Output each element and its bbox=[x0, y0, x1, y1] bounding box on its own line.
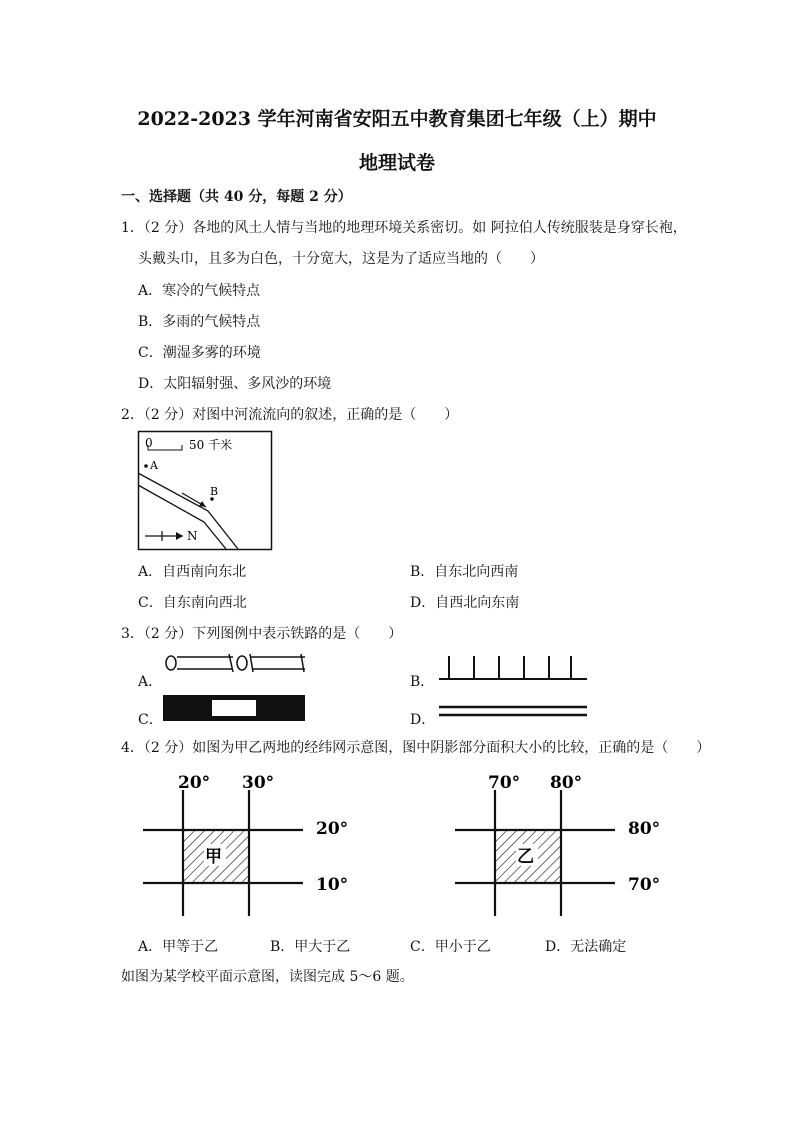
jia-lat-bottom: 10° bbox=[316, 875, 349, 895]
q4-option-c: C．甲小于乙 bbox=[410, 939, 491, 955]
q4-option-b: B．甲大于乙 bbox=[270, 939, 351, 955]
yi-lon-right: 80° bbox=[550, 773, 583, 793]
yi-lon-left: 70° bbox=[488, 773, 521, 793]
legend-c-railway-symbol bbox=[163, 695, 305, 721]
q4-option-d: D．无法确定 bbox=[545, 939, 627, 955]
q3-option-c-label: C． bbox=[138, 712, 163, 728]
q2-option-d: D．自西北向东南 bbox=[410, 595, 520, 611]
scale-label: 50 千米 bbox=[189, 438, 233, 452]
q3-stem: 3．（2 分）下列图例中表示铁路的是（ ） bbox=[121, 626, 403, 642]
legend-a-pipeline-symbol bbox=[163, 652, 308, 674]
yi-label: 乙 bbox=[517, 847, 534, 867]
q4-option-a: A．甲等于乙 bbox=[138, 939, 219, 955]
legend-b-boundary-symbol bbox=[437, 654, 589, 686]
q4-stem: 4．（2 分）如图为甲乙两地的经纬网示意图，图中阴影部分面积大小的比较，正确的是（ ） bbox=[121, 740, 711, 756]
jia-lon-right: 30° bbox=[242, 773, 275, 793]
q5-6-intro: 如图为某学校平面示意图，读图完成 5～6 题。 bbox=[121, 969, 414, 985]
jia-lat-top: 20° bbox=[316, 819, 349, 839]
river-map bbox=[138, 431, 272, 551]
exam-title-line2: 地理试卷 bbox=[358, 152, 435, 174]
jia-lon-left: 20° bbox=[178, 773, 211, 793]
exam-title-line1: 2022-2023 学年河南省安阳五中教育集团七年级（上）期中 bbox=[137, 108, 657, 130]
point-a-dot bbox=[144, 464, 148, 468]
q1-option-d: D．太阳辐射强、多风沙的环境 bbox=[138, 376, 332, 392]
point-b-label: B bbox=[210, 485, 219, 498]
q1-option-a: A．寒冷的气候特点 bbox=[138, 283, 261, 299]
q1-stem-line2: 头戴头巾，且多为白色，十分宽大，这是为了适应当地的（ ） bbox=[138, 251, 544, 267]
section-heading: 一、选择题（共 40 分，每题 2 分） bbox=[121, 189, 352, 205]
q2-stem: 2．（2 分）对图中河流流向的叙述，正确的是（ ） bbox=[121, 407, 459, 423]
q2-option-a: A．自西南向东北 bbox=[138, 564, 247, 580]
q3-option-d-label: D． bbox=[410, 712, 436, 728]
q2-option-c: C．自东南向西北 bbox=[138, 595, 247, 611]
jia-label: 甲 bbox=[205, 847, 222, 867]
legend-d-road-symbol bbox=[437, 704, 589, 718]
point-a-label: A bbox=[150, 459, 158, 472]
scale-zero: 0 bbox=[145, 436, 153, 450]
q1-option-c: C．潮湿多雾的环境 bbox=[138, 345, 261, 361]
north-label: N bbox=[187, 529, 198, 543]
q3-option-b-label: B． bbox=[410, 674, 435, 690]
grid-jia-diagram bbox=[138, 768, 363, 918]
yi-lat-bottom: 70° bbox=[628, 875, 661, 895]
yi-lat-top: 80° bbox=[628, 819, 661, 839]
grid-yi-diagram bbox=[450, 768, 665, 918]
q3-option-a-label: A． bbox=[138, 674, 163, 690]
q1-stem-line1: 1．（2 分）各地的风土人情与当地的地理环境关系密切。如 阿拉伯人传统服装是身穿长袍， bbox=[121, 220, 687, 236]
q1-option-b: B．多雨的气候特点 bbox=[138, 314, 261, 330]
q2-option-b: B．自东北向西南 bbox=[410, 564, 519, 580]
